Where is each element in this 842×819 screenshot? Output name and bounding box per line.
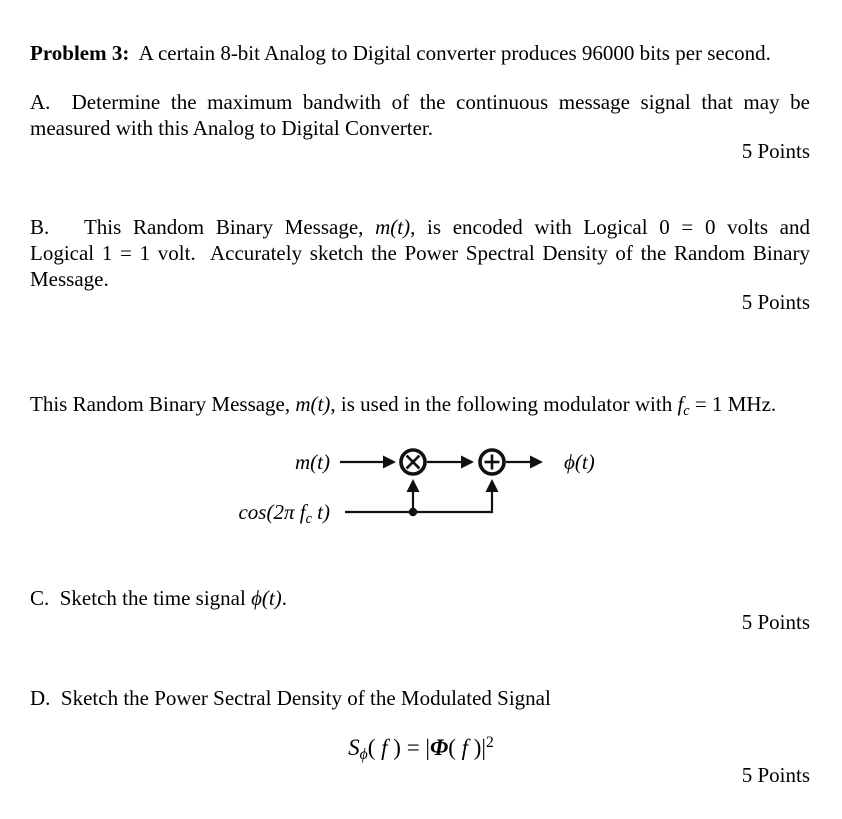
part-c-points: 5 Points [741,610,810,634]
carrier-signal-label: cos(2π fc t) [238,500,330,527]
output-signal-label: ϕ(t) [564,450,595,474]
part-a-line-1: A. Determine the maximum bandwith of the continuous message signal that may be [30,90,810,114]
part-d-points: 5 Points [741,763,810,787]
psd-equation: Sϕ( f ) = |Φ( f )$|^2$ [348,734,494,764]
part-a-points: 5 Points [741,139,810,163]
adder-icon [480,450,504,474]
junction-dot [409,508,417,516]
part-a-text [30,89,810,141]
part-c-line: C. Sketch the time signal ϕ(t). [30,586,288,610]
carrier-line-to-adder [345,481,492,512]
part-b-line-1: B. This Random Binary Message, m(t), is encoded with Logical 0 = 0 volts and [30,215,810,239]
modulator-intro-line: This Random Binary Message, m(t), is used in the following modulator with fc = 1 MHz. [30,392,777,419]
part-b-line-3: Message. [30,267,109,291]
problem-heading [30,40,810,66]
multiplier-icon [401,450,425,474]
modulator-diagram-drawing [330,440,570,528]
part-d-text [30,685,810,711]
part-d-line: D. Sketch the Power Sectral Density of the Modulated Signal [30,686,551,710]
modulator-diagram [0,435,842,535]
part-a-line-2: measured with this Analog to Digital Converter. [30,116,434,140]
modulator-intro-text [30,391,810,424]
part-c-text [30,585,810,611]
part-b-points: 5 Points [741,290,810,314]
part-b-text [30,214,810,292]
problem-heading-line: Problem 3: A certain 8-bit Analog to Digital converter produces 96000 bits per second. [30,41,771,65]
input-signal-label: m(t) [295,450,330,474]
part-b-line-2: Logical 1 = 1 volt. Accurately sketch the Power Spectral Density of the Random Binary [30,241,810,265]
